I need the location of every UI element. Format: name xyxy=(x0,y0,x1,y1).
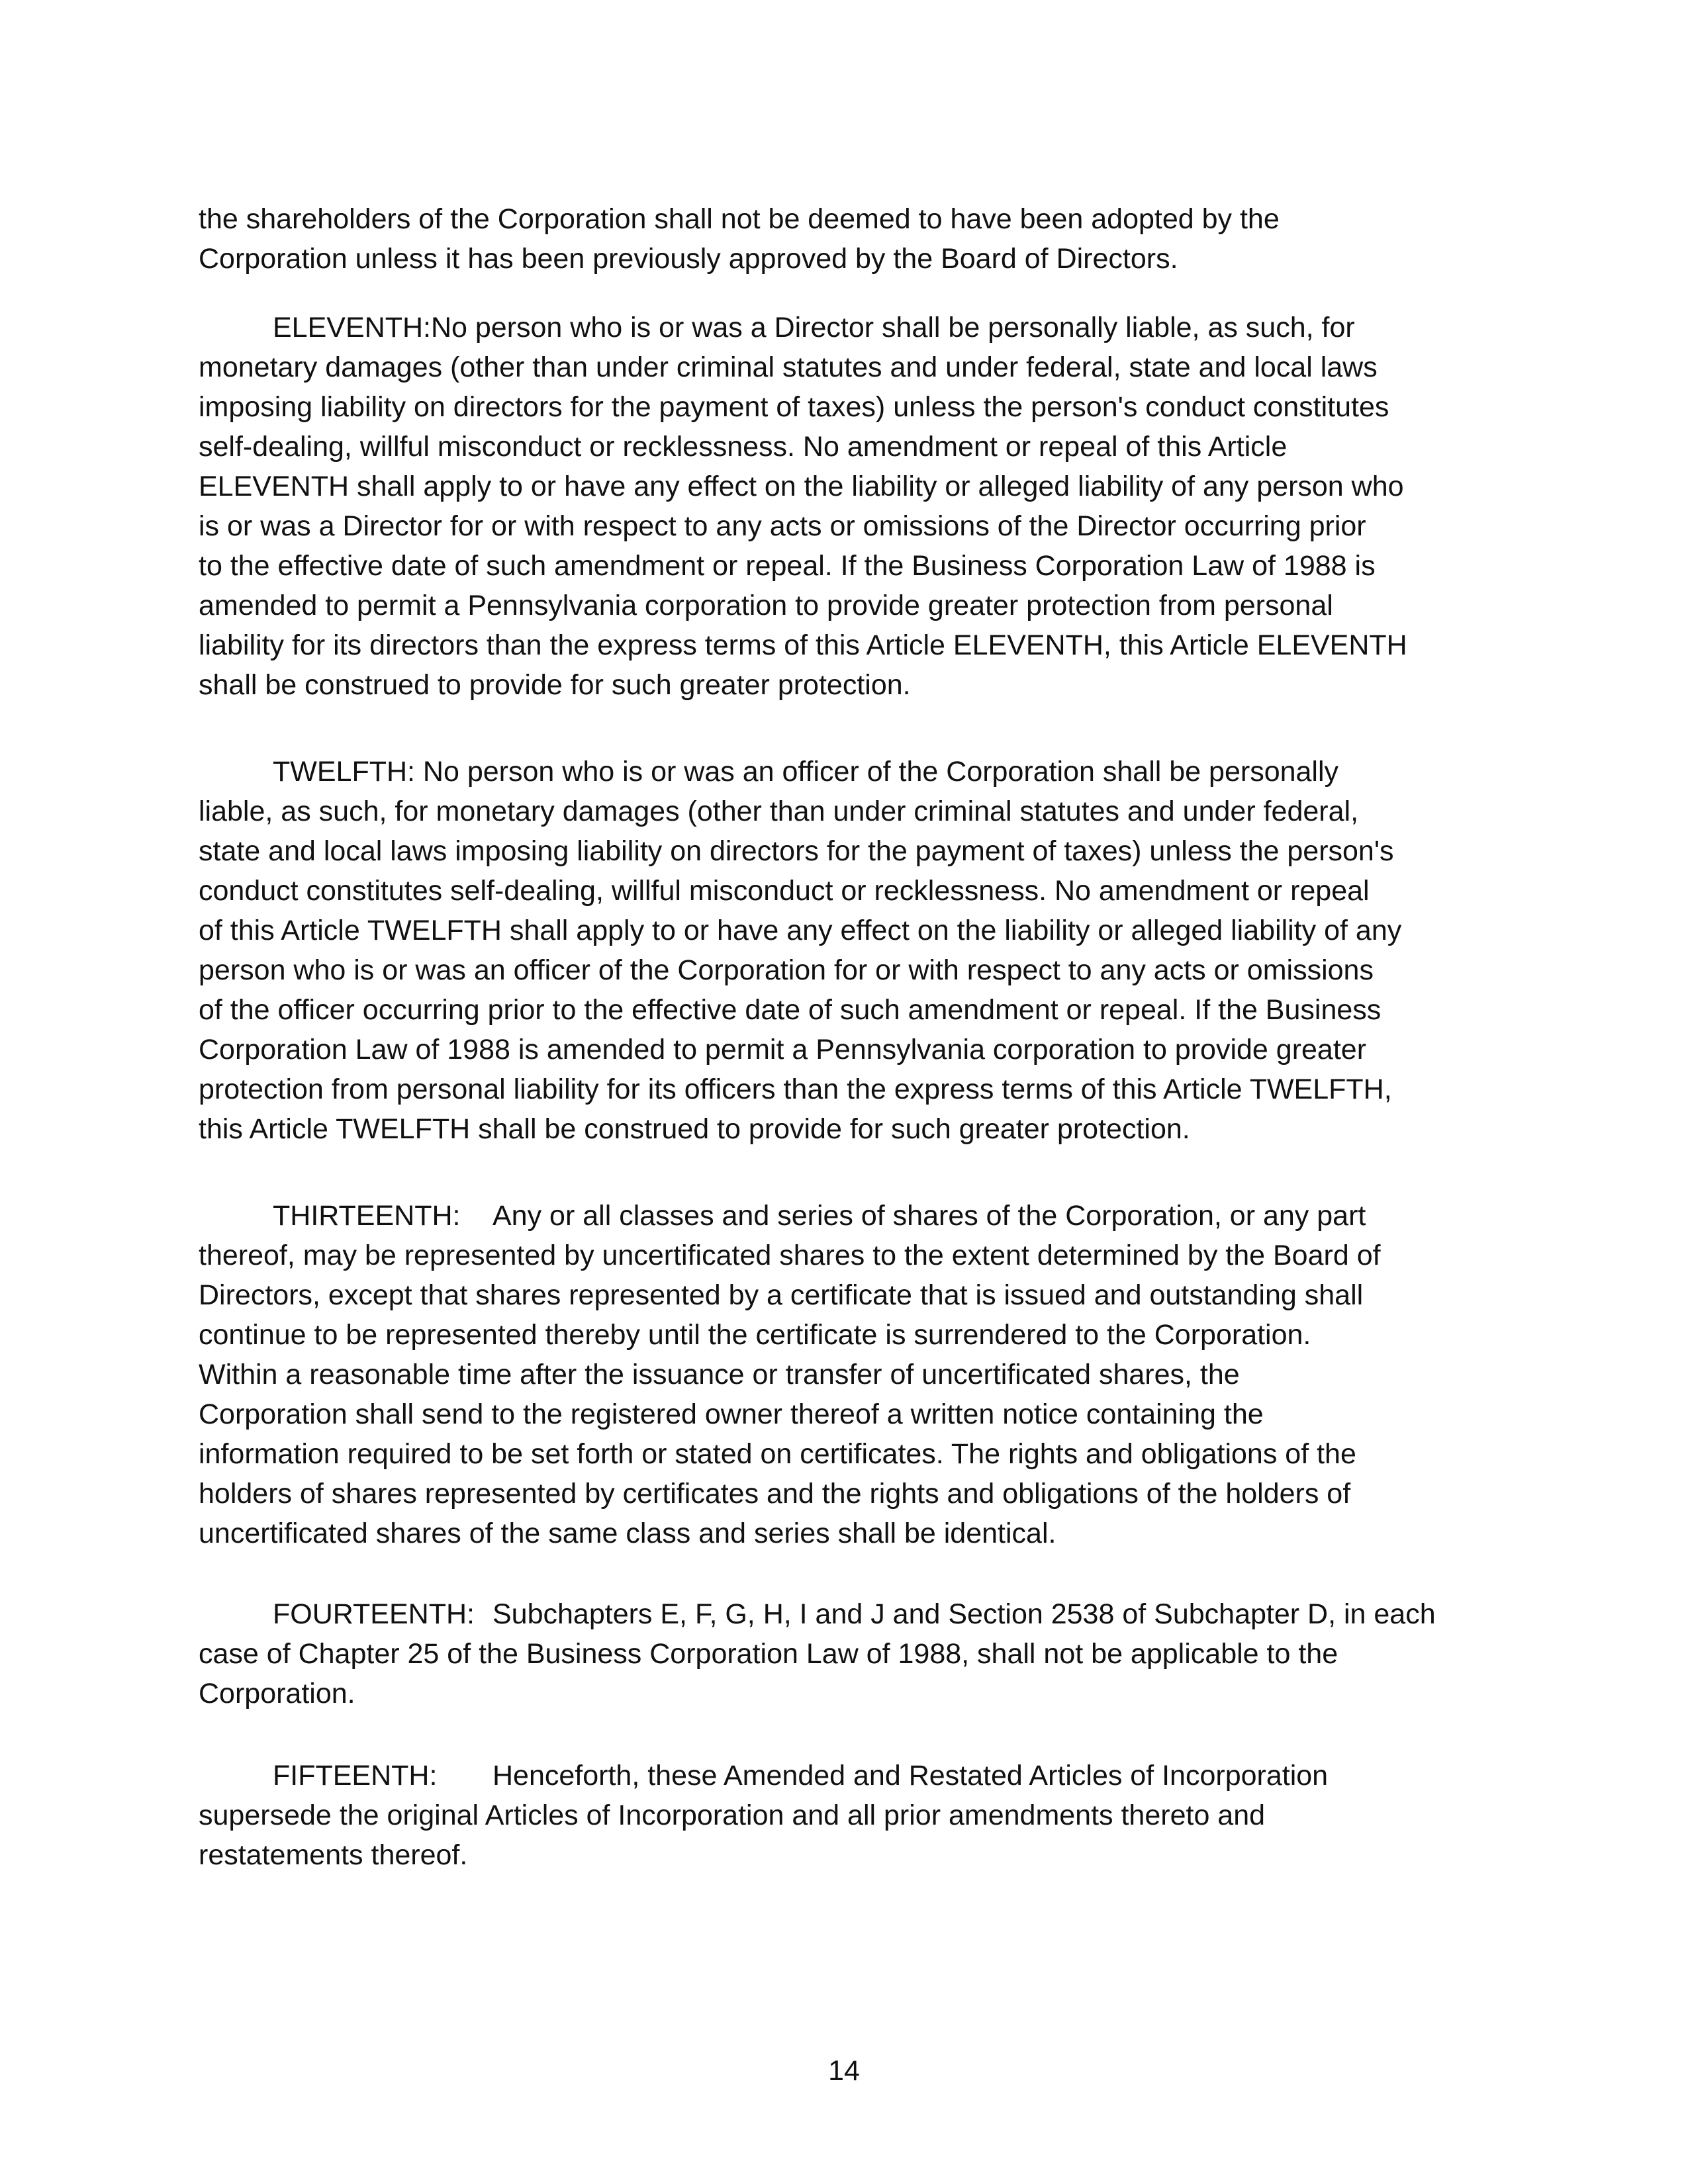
paragraph-line: conduct constitutes self-dealing, willful misconduct or recklessness. No amendment or repeal xyxy=(199,875,1370,907)
paragraph-line: Corporation unless it has been previously approved by the Board of Directors. xyxy=(199,243,1178,275)
paragraph-line: Corporation shall send to the registered owner thereof a written notice containing the xyxy=(199,1398,1264,1430)
paragraph-line: of the officer occurring prior to the effective date of such amendment or repeal. If the Business xyxy=(199,994,1382,1026)
paragraph-line: supersede the original Articles of Incorporation and all prior amendments thereto and xyxy=(199,1799,1266,1831)
paragraph-line: restatements thereof. xyxy=(199,1839,468,1871)
paragraph-line: protection from personal liability for its officers than the express terms of this Article TWELFTH, xyxy=(199,1073,1392,1105)
paragraph-line: TWELFTH: No person who is or was an officer of the Corporation shall be personally xyxy=(273,756,1339,788)
paragraph-line: information required to be set forth or stated on certificates. The rights and obligations of the xyxy=(199,1438,1356,1470)
paragraph-line xyxy=(199,1598,1436,1631)
paragraph-line: of this Article TWELFTH shall apply to or have any effect on the liability or alleged liability of any xyxy=(199,915,1402,946)
article-text: Subchapters E, F, G, H, I and J and Section 2538 of Subchapter D, in each xyxy=(492,1598,1436,1630)
article-label: THIRTEENTH: xyxy=(273,1200,461,1232)
paragraph-line: liability for its directors than the express terms of this Article ELEVENTH, this Article ELEVENTH xyxy=(199,629,1407,661)
paragraph-line: Within a reasonable time after the issuance or transfer of uncertificated shares, the xyxy=(199,1359,1240,1390)
paragraph-line xyxy=(199,1759,1328,1792)
article-label: FIFTEENTH: xyxy=(273,1760,438,1792)
paragraph-line: Corporation Law of 1988 is amended to permit a Pennsylvania corporation to provide greater xyxy=(199,1034,1367,1066)
paragraph-line: monetary damages (other than under criminal statutes and under federal, state and local laws xyxy=(199,351,1378,383)
paragraph-line: to the effective date of such amendment or repeal. If the Business Corporation Law of 1988 is xyxy=(199,550,1376,582)
paragraph-line: continue to be represented thereby until the certificate is surrendered to the Corporation. xyxy=(199,1319,1311,1351)
paragraph-line: person who is or was an officer of the Corporation for or with respect to any acts or omissions xyxy=(199,954,1374,986)
paragraph-line: is or was a Director for or with respect to any acts or omissions of the Director occurring prior xyxy=(199,510,1366,542)
paragraph-line: Corporation. xyxy=(199,1678,355,1709)
paragraph-line: uncertificated shares of the same class and series shall be identical. xyxy=(199,1518,1056,1549)
paragraph-line: the shareholders of the Corporation shall not be deemed to have been adopted by the xyxy=(199,203,1280,235)
paragraph-line: holders of shares represented by certificates and the rights and obligations of the holders of xyxy=(199,1478,1351,1510)
paragraph-line: ELEVENTH:No person who is or was a Director shall be personally liable, as such, for xyxy=(273,312,1355,343)
paragraph-line: shall be construed to provide for such greater protection. xyxy=(199,669,911,701)
paragraph-line: state and local laws imposing liability on directors for the payment of taxes) unless the person's xyxy=(199,835,1394,867)
paragraph-line: this Article TWELFTH shall be construed to provide for such greater protection. xyxy=(199,1113,1190,1145)
article-text: Henceforth, these Amended and Restated Articles of Incorporation xyxy=(492,1760,1329,1792)
paragraph-line xyxy=(199,1199,1366,1232)
article-text: Any or all classes and series of shares of the Corporation, or any part xyxy=(492,1200,1366,1232)
page-number: 14 xyxy=(828,2055,860,2087)
paragraph-line: imposing liability on directors for the payment of taxes) unless the person's conduct constitutes xyxy=(199,391,1389,423)
article-label: FOURTEENTH: xyxy=(273,1598,475,1630)
paragraph-line: case of Chapter 25 of the Business Corporation Law of 1988, shall not be applicable to the xyxy=(199,1638,1338,1670)
paragraph-line: thereof, may be represented by uncertificated shares to the extent determined by the Board of xyxy=(199,1240,1381,1271)
paragraph-line: Directors, except that shares represented by a certificate that is issued and outstanding shall xyxy=(199,1279,1364,1311)
paragraph-line: self-dealing, willful misconduct or recklessness. No amendment or repeal of this Article xyxy=(199,431,1288,463)
paragraph-line: amended to permit a Pennsylvania corporation to provide greater protection from personal xyxy=(199,590,1333,621)
paragraph-line: liable, as such, for monetary damages (other than under criminal statutes and under federal, xyxy=(199,796,1359,827)
paragraph-line: ELEVENTH shall apply to or have any effect on the liability or alleged liability of any person who xyxy=(199,471,1404,502)
